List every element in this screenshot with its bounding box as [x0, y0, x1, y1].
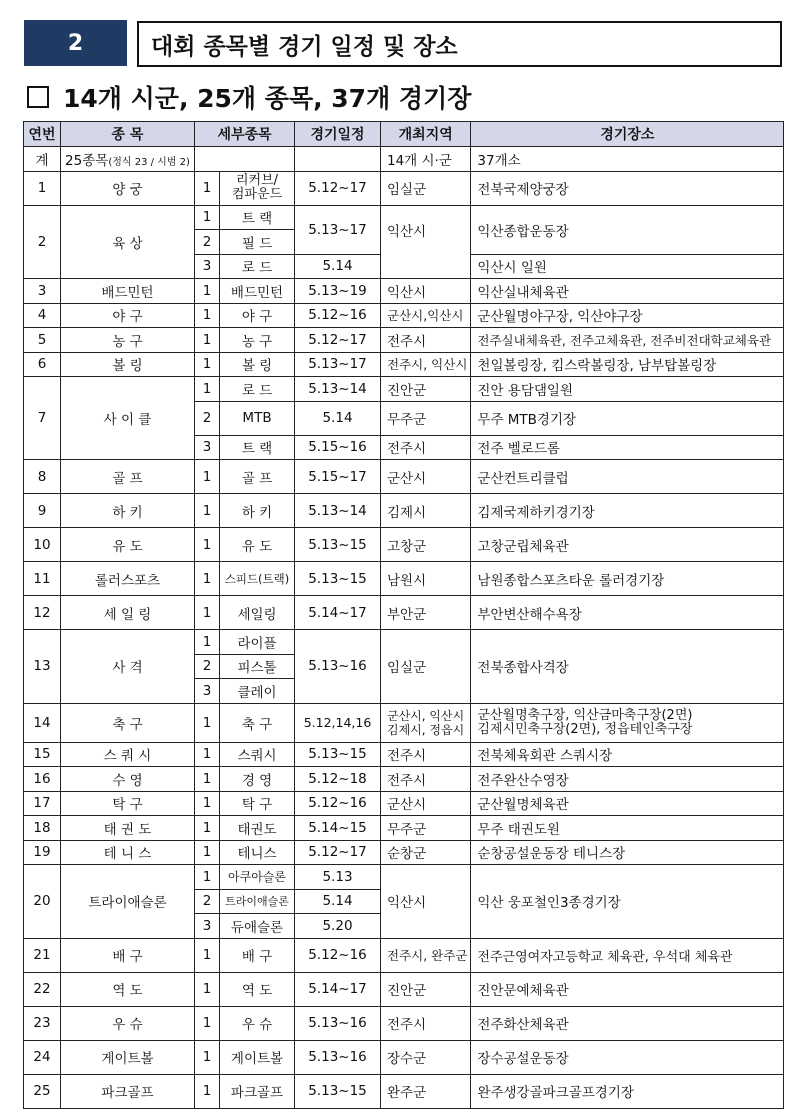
cell-venue: 군산월명체육관 [471, 791, 784, 816]
cell-region: 전주시, 완주군 [381, 938, 471, 972]
col-header-event: 세부종목 [195, 122, 295, 147]
cell-region: 군산시 [381, 460, 471, 494]
cell-event: 테니스 [220, 840, 295, 865]
cell-index: 1 [195, 303, 220, 328]
cell-index: 1 [195, 1074, 220, 1108]
cell-sport: 축 구 [61, 703, 195, 742]
table-row [24, 791, 784, 816]
cell-date: 5.14 [295, 254, 381, 279]
cell-sport: 농 구 [61, 328, 195, 353]
cell-event: 우 슈 [220, 1006, 295, 1040]
cell-event [220, 171, 295, 205]
cell-date: 5.12~17 [295, 840, 381, 865]
section-header [24, 20, 772, 66]
table-row [24, 840, 784, 865]
cell-region: 익산시 [381, 279, 471, 304]
cell-sport: 우 슈 [61, 1006, 195, 1040]
cell-index: 1 [195, 1006, 220, 1040]
cell-index: 1 [195, 205, 220, 230]
cell-sport: 수 영 [61, 767, 195, 792]
table-row [24, 562, 784, 596]
cell-date [295, 147, 381, 172]
cell-sport: 파크골프 [61, 1074, 195, 1108]
cell-venue: 군산월명야구장, 익산야구장 [471, 303, 784, 328]
cell-no: 19 [24, 840, 61, 865]
cell-region: 고창군 [381, 528, 471, 562]
cell-venue: 장수공설운동장 [471, 1040, 784, 1074]
cell-no: 24 [24, 1040, 61, 1074]
region-line: 김제시, 정읍시 [387, 722, 465, 737]
cell-index: 3 [195, 254, 220, 279]
event-line: 컴파운드 [231, 187, 283, 202]
cell-venue [471, 703, 784, 742]
cell-index: 1 [195, 840, 220, 865]
cell-sport: 배드민턴 [61, 279, 195, 304]
cell-date: 5.12~16 [295, 303, 381, 328]
cell-venue: 순창공설운동장 테니스장 [471, 840, 784, 865]
cell-event: 배 구 [220, 938, 295, 972]
cell-no: 17 [24, 791, 61, 816]
table-row [24, 972, 784, 1006]
cell-index: 2 [195, 230, 220, 255]
cell-no: 13 [24, 630, 61, 704]
cell-event: 피스톨 [220, 654, 295, 679]
cell-venue: 고창군립체육관 [471, 528, 784, 562]
cell-no: 11 [24, 562, 61, 596]
cell-event: MTB [220, 401, 295, 435]
cell-event: 태권도 [220, 816, 295, 841]
cell-event: 듀애슬론 [220, 914, 295, 939]
cell-venue: 무주 태권도원 [471, 816, 784, 841]
cell-region: 장수군 [381, 1040, 471, 1074]
cell-index: 1 [195, 767, 220, 792]
cell-sport: 태 권 도 [61, 816, 195, 841]
cell-index: 1 [195, 460, 220, 494]
cell-index: 1 [195, 1040, 220, 1074]
cell-event: 게이트볼 [220, 1040, 295, 1074]
cell-no: 10 [24, 528, 61, 562]
cell-venue: 익산종합운동장 [471, 205, 784, 254]
cell-region: 익산시 [381, 865, 471, 939]
cell-index: 1 [195, 938, 220, 972]
cell-region: 완주군 [381, 1074, 471, 1108]
table-row [24, 1006, 784, 1040]
cell-sport: 트라이애슬론 [61, 865, 195, 939]
cell-event: 트 랙 [220, 205, 295, 230]
cell-sport: 하 키 [61, 494, 195, 528]
cell-no: 7 [24, 377, 61, 460]
cell-sport: 테 니 스 [61, 840, 195, 865]
cell-region: 14개 시·군 [381, 147, 471, 172]
section-number: 2 [24, 20, 127, 66]
table-row [24, 703, 784, 742]
cell-no: 2 [24, 205, 61, 279]
table-row [24, 865, 784, 890]
table-row [24, 328, 784, 353]
cell-sport: 유 도 [61, 528, 195, 562]
cell-date: 5.13~16 [295, 630, 381, 704]
cell-date: 5.14 [295, 401, 381, 435]
cell-index: 1 [195, 279, 220, 304]
cell-date: 5.14 [295, 889, 381, 914]
col-header-sport: 종 목 [61, 122, 195, 147]
cell-venue: 익산시 일원 [471, 254, 784, 279]
col-header-region: 개최지역 [381, 122, 471, 147]
cell-venue: 전주근영여자고등학교 체육관, 우석대 체육관 [471, 938, 784, 972]
cell-no: 25 [24, 1074, 61, 1108]
cell-index: 3 [195, 435, 220, 460]
cell-date: 5.12~16 [295, 938, 381, 972]
table-row [24, 596, 784, 630]
checkbox-bullet-icon [27, 86, 49, 108]
table-row [24, 171, 784, 205]
cell-region: 군산시,익산시 [381, 303, 471, 328]
table-header-row [24, 122, 784, 147]
cell-event: 아쿠아슬론 [220, 865, 295, 890]
table-row [24, 742, 784, 767]
cell-date: 5.12~18 [295, 767, 381, 792]
cell-sport: 세 일 링 [61, 596, 195, 630]
cell-sport [61, 147, 195, 172]
cell-index: 1 [195, 972, 220, 1006]
cell-event: 하 키 [220, 494, 295, 528]
cell-sport: 스 쿼 시 [61, 742, 195, 767]
cell-date: 5.15~16 [295, 435, 381, 460]
total-sport-note: (정식 23 / 시범 2) [108, 156, 190, 168]
table-row [24, 816, 784, 841]
table-row [24, 1074, 784, 1108]
col-header-no: 연번 [24, 122, 61, 147]
cell-venue: 무주 MTB경기장 [471, 401, 784, 435]
cell-venue: 군산컨트리클럽 [471, 460, 784, 494]
cell-region: 무주군 [381, 401, 471, 435]
cell-date: 5.14~17 [295, 596, 381, 630]
cell-event: 트라이애슬론 [220, 889, 295, 914]
cell-index: 1 [195, 171, 220, 205]
cell-venue: 전북국제양궁장 [471, 171, 784, 205]
cell-region: 남원시 [381, 562, 471, 596]
cell-region: 전주시 [381, 328, 471, 353]
cell-venue: 전주 벨로드롬 [471, 435, 784, 460]
cell-no: 4 [24, 303, 61, 328]
cell-sport: 볼 링 [61, 352, 195, 377]
cell-index: 2 [195, 401, 220, 435]
cell-no: 계 [24, 147, 61, 172]
cell-sport: 양 궁 [61, 171, 195, 205]
cell-sport: 롤러스포츠 [61, 562, 195, 596]
cell-venue: 부안변산해수욕장 [471, 596, 784, 630]
cell-date: 5.13~14 [295, 377, 381, 402]
table-row [24, 303, 784, 328]
table-row [24, 630, 784, 655]
cell-index: 1 [195, 596, 220, 630]
table-row [24, 938, 784, 972]
cell-venue: 익산실내체육관 [471, 279, 784, 304]
cell-event: 세일링 [220, 596, 295, 630]
table-row [24, 460, 784, 494]
cell-event: 역 도 [220, 972, 295, 1006]
cell-region: 익산시 [381, 205, 471, 279]
cell-region: 전주시 [381, 767, 471, 792]
cell-region: 전주시 [381, 1006, 471, 1040]
cell-region: 무주군 [381, 816, 471, 841]
cell-date: 5.13~15 [295, 528, 381, 562]
table-row [24, 767, 784, 792]
cell-region: 전주시, 익산시 [381, 352, 471, 377]
cell-date: 5.13~17 [295, 352, 381, 377]
cell-date: 5.12~16 [295, 791, 381, 816]
venue-line: 김제시민축구장(2면), 정읍테인축구장 [477, 721, 693, 737]
cell-venue: 전북종합사격장 [471, 630, 784, 704]
cell-date: 5.13 [295, 865, 381, 890]
cell-index: 1 [195, 816, 220, 841]
cell-index: 2 [195, 889, 220, 914]
cell-date: 5.13~17 [295, 205, 381, 254]
cell-date: 5.14~15 [295, 816, 381, 841]
cell-sport: 사 이 클 [61, 377, 195, 460]
cell-sport: 사 격 [61, 630, 195, 704]
cell-date: 5.15~17 [295, 460, 381, 494]
cell-venue: 전주완산수영장 [471, 767, 784, 792]
cell-date: 5.12~17 [295, 328, 381, 353]
cell-no: 9 [24, 494, 61, 528]
cell-venue: 전주화산체육관 [471, 1006, 784, 1040]
venue-line: 군산월명축구장, 익산금마축구장(2면) [477, 707, 693, 723]
cell-region: 임실군 [381, 630, 471, 704]
cell-date: 5.13~16 [295, 1040, 381, 1074]
cell-sport: 탁 구 [61, 791, 195, 816]
cell-venue: 익산 웅포철인3종경기장 [471, 865, 784, 939]
cell-region: 군산시 [381, 791, 471, 816]
table-row [24, 528, 784, 562]
cell-date: 5.12~17 [295, 171, 381, 205]
cell-date: 5.12,14,16 [295, 703, 381, 742]
cell-event: 배드민턴 [220, 279, 295, 304]
cell-no: 18 [24, 816, 61, 841]
cell-region: 순창군 [381, 840, 471, 865]
cell-event: 로 드 [220, 254, 295, 279]
cell-index: 1 [195, 630, 220, 655]
cell-no: 14 [24, 703, 61, 742]
cell-event: 로 드 [220, 377, 295, 402]
cell-date: 5.13~14 [295, 494, 381, 528]
cell-venue: 남원종합스포츠타운 롤러경기장 [471, 562, 784, 596]
table-row [24, 377, 784, 402]
cell-index: 1 [195, 791, 220, 816]
cell-index: 1 [195, 328, 220, 353]
cell-no: 8 [24, 460, 61, 494]
cell-event: 유 도 [220, 528, 295, 562]
cell-event: 농 구 [220, 328, 295, 353]
cell-index: 1 [195, 562, 220, 596]
col-header-venue: 경기장소 [471, 122, 784, 147]
cell-event: 탁 구 [220, 791, 295, 816]
cell-event: 축 구 [220, 703, 295, 742]
cell-index: 1 [195, 742, 220, 767]
cell-index: 1 [195, 352, 220, 377]
region-line: 군산시, 익산시 [387, 708, 465, 723]
table-row [24, 494, 784, 528]
cell-region: 진안군 [381, 972, 471, 1006]
cell-event: 스피드(트랙) [220, 562, 295, 596]
cell-event: 클레이 [220, 679, 295, 704]
cell-region [381, 703, 471, 742]
cell-no: 16 [24, 767, 61, 792]
table-row [24, 279, 784, 304]
cell-venue: 전주실내체육관, 전주고체육관, 전주비전대학교체육관 [471, 328, 784, 353]
cell-no: 21 [24, 938, 61, 972]
cell-date: 5.13~15 [295, 742, 381, 767]
total-row [24, 147, 784, 172]
cell-event: 볼 링 [220, 352, 295, 377]
cell-region: 임실군 [381, 171, 471, 205]
cell-sport: 야 구 [61, 303, 195, 328]
subtitle [27, 80, 471, 114]
cell-venue: 진안문예체육관 [471, 972, 784, 1006]
cell-venue: 천일볼링장, 킴스락볼링장, 남부탑볼링장 [471, 352, 784, 377]
cell-no: 3 [24, 279, 61, 304]
cell-event: 라이플 [220, 630, 295, 655]
cell-no: 12 [24, 596, 61, 630]
cell-sport: 역 도 [61, 972, 195, 1006]
cell-event: 야 구 [220, 303, 295, 328]
cell-event: 트 랙 [220, 435, 295, 460]
cell-date: 5.13~16 [295, 1006, 381, 1040]
cell-date: 5.13~15 [295, 1074, 381, 1108]
cell-venue: 완주생강골파크골프경기장 [471, 1074, 784, 1108]
cell-index: 3 [195, 679, 220, 704]
cell-event: 필 드 [220, 230, 295, 255]
schedule-table [23, 121, 784, 1109]
cell-sport: 육 상 [61, 205, 195, 279]
cell-no: 6 [24, 352, 61, 377]
cell-date: 5.14~17 [295, 972, 381, 1006]
cell-date: 5.13~19 [295, 279, 381, 304]
cell-no: 15 [24, 742, 61, 767]
event-line: 리커브/ [235, 173, 279, 188]
cell-venue: 김제국제하키경기장 [471, 494, 784, 528]
cell-event [195, 147, 295, 172]
cell-venue: 37개소 [471, 147, 784, 172]
cell-date: 5.13~15 [295, 562, 381, 596]
cell-sport: 배 구 [61, 938, 195, 972]
table-row [24, 205, 784, 230]
cell-event: 스쿼시 [220, 742, 295, 767]
cell-index: 1 [195, 865, 220, 890]
cell-index: 3 [195, 914, 220, 939]
cell-region: 진안군 [381, 377, 471, 402]
cell-region: 부안군 [381, 596, 471, 630]
cell-index: 1 [195, 494, 220, 528]
cell-no: 5 [24, 328, 61, 353]
cell-no: 22 [24, 972, 61, 1006]
section-title: 대회 종목별 경기 일정 및 장소 [137, 21, 782, 67]
subtitle-text: 14개 시군, 25개 종목, 37개 경기장 [63, 84, 472, 113]
col-header-date: 경기일정 [295, 122, 381, 147]
cell-event: 경 영 [220, 767, 295, 792]
cell-date: 5.20 [295, 914, 381, 939]
cell-no: 20 [24, 865, 61, 939]
table-row [24, 1040, 784, 1074]
cell-region: 전주시 [381, 742, 471, 767]
cell-event: 파크골프 [220, 1074, 295, 1108]
total-sport-count: 25종목 [65, 152, 109, 169]
cell-region: 전주시 [381, 435, 471, 460]
cell-index: 1 [195, 703, 220, 742]
cell-event: 골 프 [220, 460, 295, 494]
cell-sport: 게이트볼 [61, 1040, 195, 1074]
cell-index: 1 [195, 377, 220, 402]
cell-venue: 진안 용담댐일원 [471, 377, 784, 402]
cell-sport: 골 프 [61, 460, 195, 494]
cell-index: 2 [195, 654, 220, 679]
table-row [24, 352, 784, 377]
cell-no: 23 [24, 1006, 61, 1040]
cell-region: 김제시 [381, 494, 471, 528]
cell-index: 1 [195, 528, 220, 562]
cell-no: 1 [24, 171, 61, 205]
cell-venue: 전북체육회관 스쿼시장 [471, 742, 784, 767]
